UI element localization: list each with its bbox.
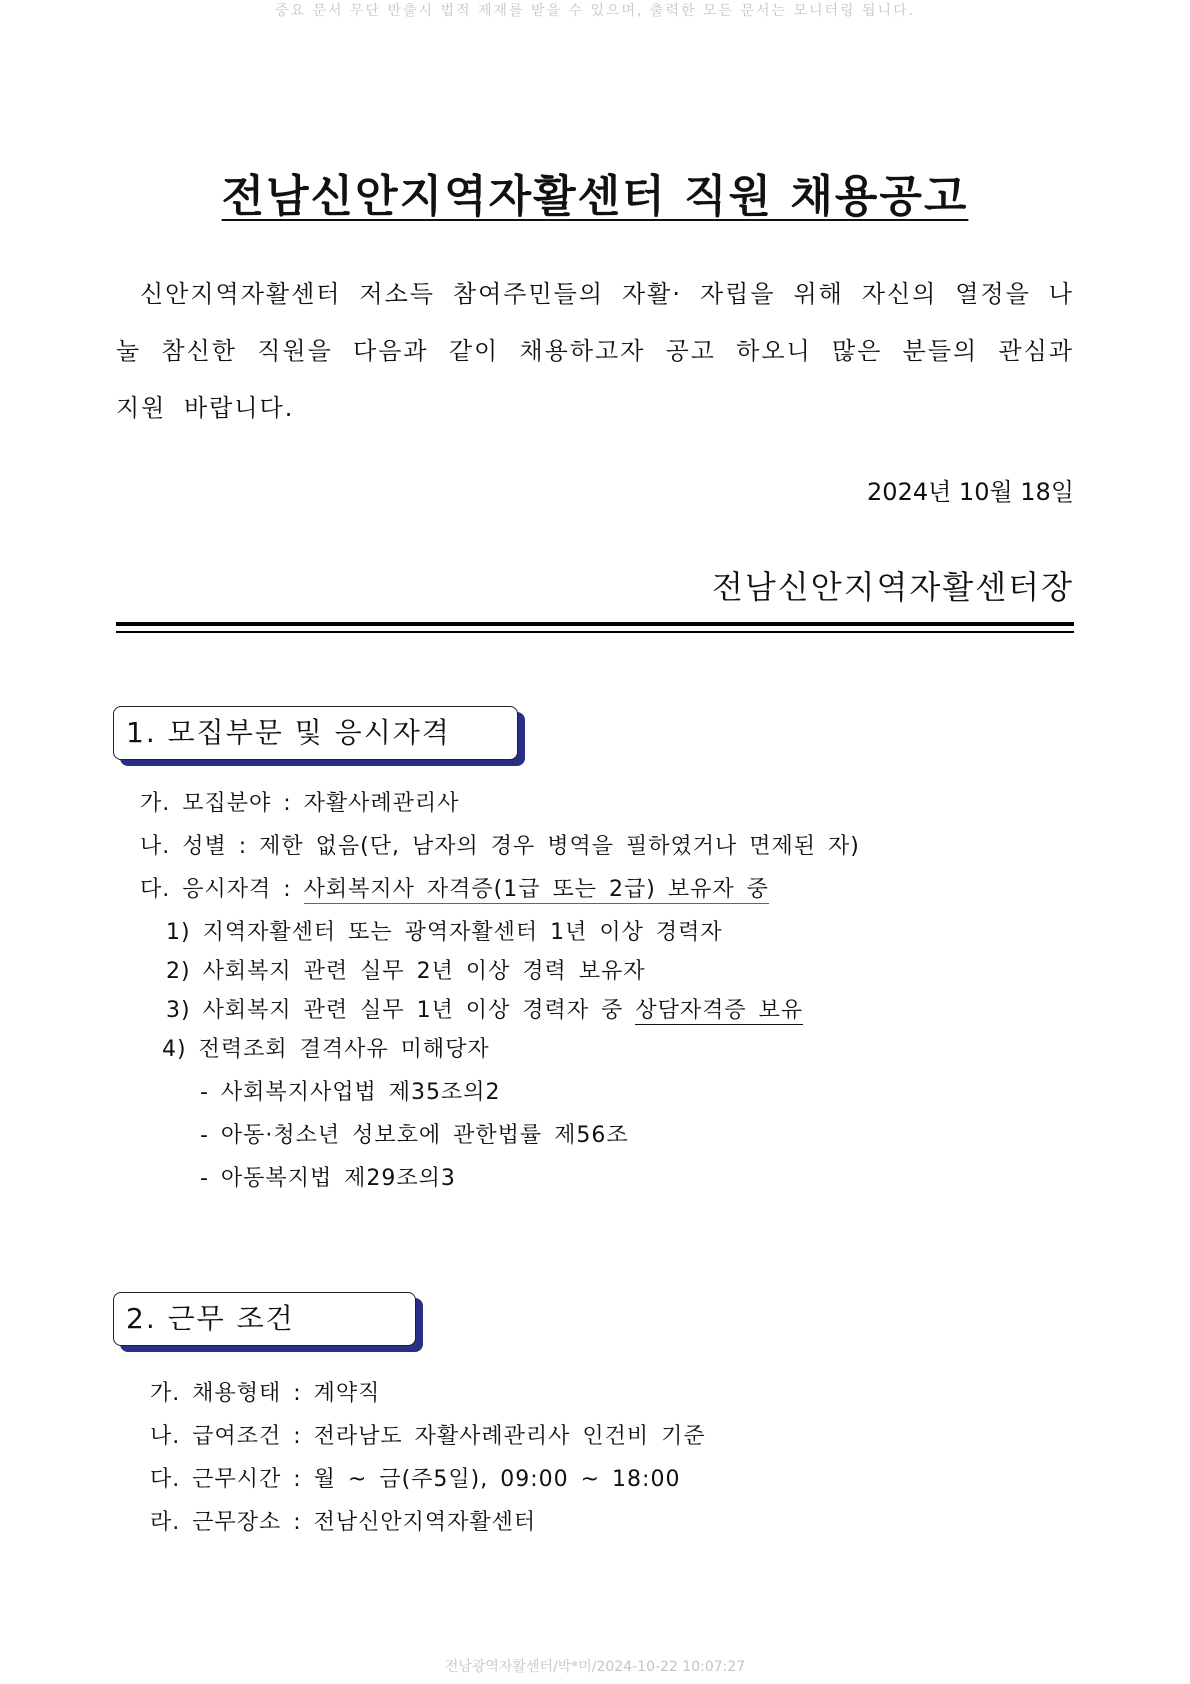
requirement-2: 2) 사회복지 관련 실무 2년 이상 경력 보유자	[166, 959, 646, 984]
work-location: 라. 근무장소 : 전남신안지역자활센터	[150, 1510, 537, 1535]
section-heading-work-conditions: 2. 근무 조건	[113, 1292, 416, 1346]
issuer-name: 전남신안지역자활센터장	[711, 568, 1074, 606]
employment-type: 가. 채용형태 : 계약직	[150, 1381, 381, 1406]
requirement-3-text: 3) 사회복지 관련 실무 1년 이상 경력자 중	[166, 998, 636, 1023]
qualification-label: 다. 응시자격 :	[140, 877, 304, 902]
watermark-top-notice: 중요 문서 무단 반출시 법적 제재를 받을 수 있으며, 출력한 모든 문서는 모니터링 됩니다.	[274, 3, 916, 19]
law-item-1: - 사회복지사업법 제35조의2	[200, 1080, 501, 1105]
qualification-highlight: 사회복지사 자격증(1급 또는 2급) 보유자 중	[303, 877, 769, 902]
requirement-1: 1) 지역자활센터 또는 광역자활센터 1년 이상 경력자	[166, 920, 723, 945]
qualification-line	[140, 872, 769, 903]
header-divider-thick	[116, 622, 1074, 626]
requirement-4: 4) 전력조회 결격사유 미해당자	[162, 1037, 490, 1062]
watermark-print-stamp: 전남광역자활센터/박*미/2024-10-22 10:07:27	[444, 1659, 746, 1675]
header-divider-thin	[116, 631, 1074, 633]
document-title	[0, 160, 1190, 224]
salary-condition: 나. 급여조건 : 전라남도 자활사례관리사 인건비 기준	[150, 1424, 706, 1449]
requirement-3-highlight: 상담자격증 보유	[635, 998, 804, 1023]
recruitment-field: 가. 모집분야 : 자활사례관리사	[140, 791, 460, 816]
gender-requirement: 나. 성별 : 제한 없음(단, 남자의 경우 병역을 필하였거나 면제된 자)	[140, 834, 860, 859]
requirement-3	[166, 993, 803, 1024]
announcement-date: 2024년 10월 18일	[867, 478, 1074, 506]
document-title-text: 전남신안지역자활센터 직원 채용공고	[221, 171, 969, 222]
law-item-2: - 아동·청소년 성보호에 관한법률 제56조	[200, 1123, 629, 1148]
section-heading-recruitment: 1. 모집부문 및 응시자격	[113, 706, 518, 760]
law-item-3: - 아동복지법 제29조의3	[200, 1166, 456, 1191]
intro-paragraph: 신안지역자활센터 저소득 참여주민들의 자활· 자립을 위해 자신의 열정을 나눌 참신한 직원을 다음과 같이 채용하고자 공고 하오니 많은 분들의 관심과 지원 바랍니다.	[116, 280, 1074, 422]
work-hours: 다. 근무시간 : 월 ~ 금(주5일), 09:00 ~ 18:00	[150, 1467, 681, 1492]
